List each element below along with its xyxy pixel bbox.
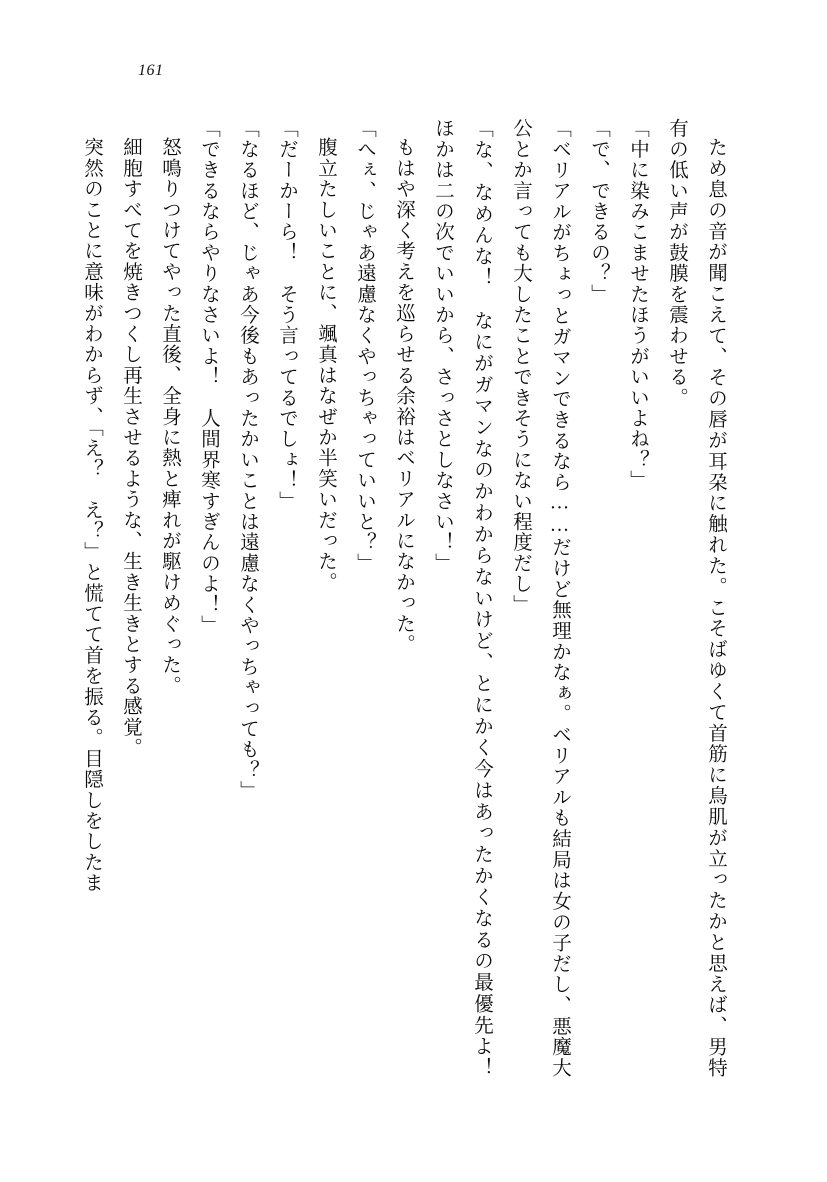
page-text-body [81,118,735,1099]
page-number: 161 [138,62,164,79]
paragraph: 怒鳴りつけてやった直後、全身に熱と痺れが駆けめぐった。 [159,137,180,696]
paragraph: 「中に染みこませたほうがいいよね？」 [627,118,648,491]
paragraph: もはや深く考えを巡らせる余裕はベリアルになかった。 [393,137,414,655]
paragraph: 細胞すべてを焼きつくし再生させるような、生き生きとする感覚。 [120,137,141,758]
paragraph: 「ベリアルがちょっとガマンできるなら……だけど無理かなぁ。ベリアルも結局は女の子だし、悪魔大公とか言っても大したことできそうにない程度だし」 [510,118,570,1078]
paragraph: 突然のことに意味がわからず、「え？ え？」と慌てて首を振る。目隠しをしたま [81,137,102,894]
paragraph: 「で、できるの？」 [588,118,609,305]
paragraph: 「なるほど、じゃあ今後もあったかいことは遠慮なくやっちゃっても？」 [237,118,258,802]
paragraph: 腹立たしいことに、颯真はなぜか半笑いだった。 [315,137,336,593]
paragraph: 「だーかーら！ そう言ってるでしょ！」 [276,118,297,512]
paragraph: ため息の音が聞こえて、その唇が耳朶に触れた。こそばゆくて首筋に鳥肌が立ったかと思えば、男特有の低い声が鼓膜を震わせる。 [666,118,726,1078]
paragraph: 「へぇ、じゃあ遠慮なくやっちゃっていいと？」 [354,118,375,574]
paragraph: 「な、なめんな！ なにがガマンなのかわからないけど、とにかく今はあったかくなるの最優先よ！ ほかは二の次でいいから、さっさとしなさい！」 [432,118,492,1099]
paragraph: 「できるならやりなさいよ！ 人間界寒すぎんのよ！」 [198,118,219,636]
